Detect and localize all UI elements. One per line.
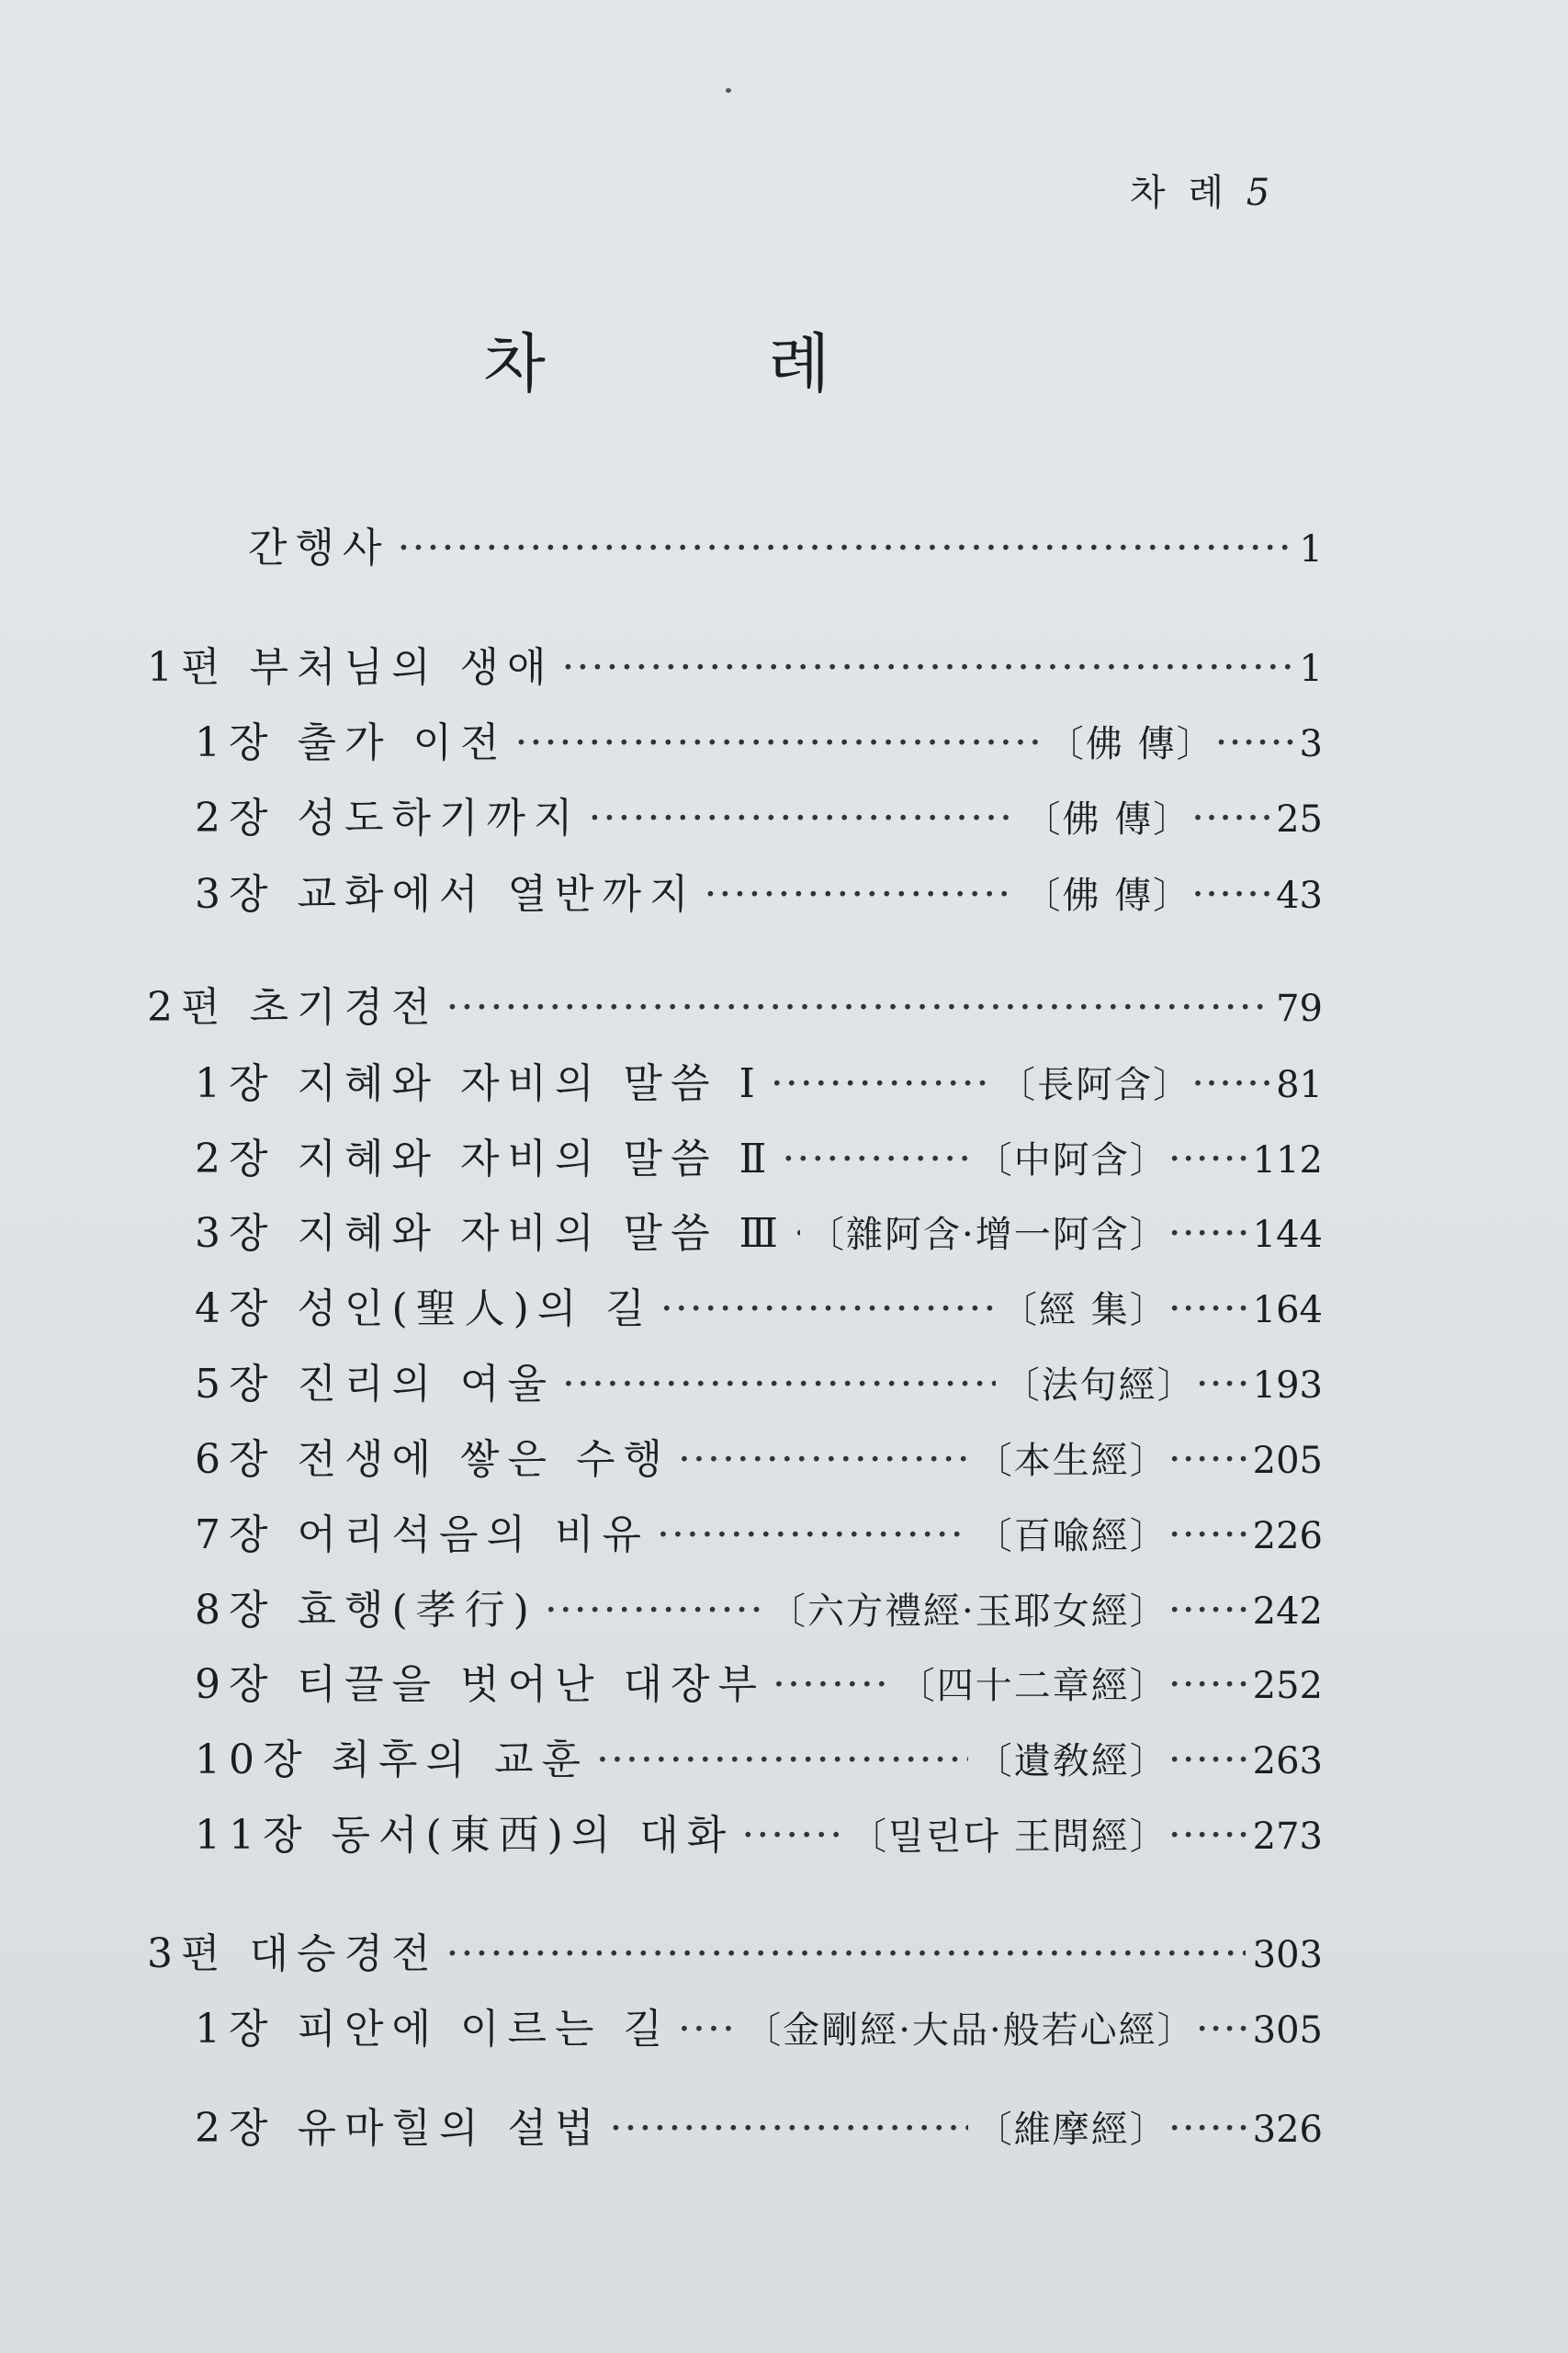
page-title: 차 례 bbox=[483, 326, 931, 402]
source-text: 〔法句經〕 bbox=[1002, 1364, 1196, 1407]
leader-dots bbox=[678, 2006, 737, 2053]
leader-dots bbox=[657, 1511, 968, 1558]
leader-dots bbox=[678, 1436, 968, 1483]
leader-dots bbox=[562, 1361, 996, 1408]
entry-page-number: 252 bbox=[1252, 1665, 1323, 1707]
source-text: 〔中阿含〕 bbox=[975, 1139, 1168, 1182]
toc-entry-chapter[interactable]: 3장 지혜와 자비의 말씀 Ⅲ ····· 〔雜阿含·增一阿含〕 ······ 144 bbox=[195, 1200, 1323, 1259]
paper-speck bbox=[726, 88, 731, 93]
source-text: 〔長阿含〕 bbox=[998, 1064, 1192, 1106]
entry-page-number: 193 bbox=[1252, 1364, 1323, 1407]
entry-label: 4장 성인(聖人)의 길 bbox=[195, 1285, 653, 1332]
entry-label: 1편 부처님의 생애 bbox=[147, 644, 555, 691]
source-text: 〔雜阿含·增一阿含〕 bbox=[807, 1214, 1168, 1256]
leader-dots bbox=[782, 1136, 967, 1182]
leader-dots bbox=[771, 1060, 991, 1107]
source-text: 〔百喩經〕 bbox=[975, 1515, 1168, 1557]
entry-page-number: 242 bbox=[1252, 1590, 1323, 1633]
entry-label: 3편 대승경전 bbox=[147, 1930, 439, 1977]
leader-dots bbox=[773, 1661, 891, 1708]
entry-label: 3장 지혜와 자비의 말씀 Ⅲ bbox=[195, 1210, 786, 1257]
toc-entry-chapter[interactable]: 3장 교화에서 열반까지 ····· 〔佛 傳〕 ······ 43 bbox=[195, 861, 1323, 920]
leader-dots bbox=[589, 795, 1017, 842]
source-text: 〔佛 傳〕 bbox=[1023, 798, 1192, 841]
entry-label: 2장 유마힐의 설법 bbox=[195, 2105, 603, 2152]
entry-page-number: 1 bbox=[1299, 528, 1323, 571]
running-head-page-number: 5 bbox=[1246, 172, 1276, 214]
toc-entry-chapter[interactable]: 5장 진리의 여울 ····· 〔法句經〕 ···· 193 bbox=[195, 1351, 1323, 1409]
entry-label: 2장 지혜와 자비의 말씀 Ⅱ bbox=[195, 1136, 775, 1182]
running-head-title: 차 례 bbox=[1130, 172, 1229, 214]
source-text: 〔佛 傳〕 bbox=[1023, 875, 1192, 917]
leader-dots bbox=[515, 719, 1040, 766]
leader-dots bbox=[741, 1812, 842, 1859]
toc-entry-chapter[interactable]: 2장 성도하기까지 ····· 〔佛 傳〕 ······ 25 bbox=[195, 785, 1323, 843]
toc-entry-chapter[interactable]: 8장 효행(孝行) ····· 〔六方禮經·玉耶女經〕 ······ 242 bbox=[195, 1577, 1323, 1635]
leader-dots bbox=[794, 1210, 800, 1257]
entry-page-number: 1 bbox=[1299, 648, 1323, 690]
source-text: 〔經 集〕 bbox=[1000, 1289, 1168, 1331]
entry-label: 6장 전생에 쌓은 수행 bbox=[195, 1436, 671, 1483]
leader-dots bbox=[446, 1930, 1246, 1977]
entry-label: 3장 교화에서 열반까지 bbox=[195, 871, 697, 918]
entry-label: 5장 진리의 여울 bbox=[195, 1361, 555, 1408]
toc-entry-preface[interactable] bbox=[248, 515, 1323, 573]
leader-dots bbox=[596, 1736, 968, 1783]
entry-page-number: 273 bbox=[1252, 1816, 1323, 1858]
entry-page-number: 305 bbox=[1252, 2009, 1323, 2052]
entry-page-number: 144 bbox=[1252, 1214, 1323, 1256]
leader-dots bbox=[660, 1285, 993, 1332]
toc-entry-part[interactable] bbox=[147, 1920, 1323, 1979]
entry-label: 2장 성도하기까지 bbox=[195, 795, 581, 842]
entry-label: 9장 티끌을 벗어난 대장부 bbox=[195, 1661, 765, 1708]
entry-page-number: 112 bbox=[1252, 1139, 1323, 1182]
toc-entry-chapter[interactable]: 10장 최후의 교훈 ····· 〔遺敎經〕 ······ 263 bbox=[195, 1726, 1323, 1785]
leader-dots bbox=[562, 644, 1292, 691]
leader-dots bbox=[705, 871, 1017, 918]
toc-entry-chapter[interactable]: 1장 지혜와 자비의 말씀 Ⅰ ····· 〔長阿含〕 ······ 81 bbox=[195, 1050, 1323, 1109]
entry-label: 2편 초기경전 bbox=[147, 984, 439, 1031]
entry-label: 10장 최후의 교훈 bbox=[195, 1736, 589, 1783]
source-text: 〔金剛經·大品·般若心經〕 bbox=[744, 2009, 1196, 2052]
toc-entry-chapter[interactable]: 4장 성인(聖人)의 길 ····· 〔經 集〕 ······ 164 bbox=[195, 1275, 1323, 1334]
entry-label: 1장 피안에 이르는 길 bbox=[195, 2006, 671, 2053]
source-text: 〔維摩經〕 bbox=[975, 2109, 1168, 2151]
entry-label: 1장 출가 이전 bbox=[195, 719, 508, 766]
entry-page-number: 79 bbox=[1276, 988, 1323, 1030]
entry-page-number: 81 bbox=[1276, 1064, 1323, 1106]
leader-dots bbox=[545, 1587, 761, 1634]
toc-entry-chapter[interactable]: 1장 피안에 이르는 길 ····· 〔金剛經·大品·般若心經〕 ···· 305 bbox=[195, 1996, 1323, 2054]
entry-page-number: 205 bbox=[1252, 1440, 1323, 1482]
running-head bbox=[1130, 164, 1275, 216]
toc-entry-chapter[interactable]: 1장 출가 이전 ····· 〔佛 傳〕 ······ 3 bbox=[195, 709, 1323, 768]
entry-page-number: 263 bbox=[1252, 1740, 1323, 1782]
source-text: 〔遺敎經〕 bbox=[975, 1740, 1168, 1782]
toc-entry-chapter[interactable]: 9장 티끌을 벗어난 대장부 ····· 〔四十二章經〕 ······ 252 bbox=[195, 1651, 1323, 1710]
entry-label: 8장 효행(孝行) bbox=[195, 1587, 537, 1634]
leader-dots bbox=[610, 2105, 968, 2152]
leader-dots bbox=[398, 525, 1292, 571]
toc-entry-part[interactable] bbox=[147, 974, 1323, 1033]
toc-entry-chapter[interactable]: 7장 어리석음의 비유 ····· 〔百喩經〕 ······ 226 bbox=[195, 1501, 1323, 1560]
source-text: 〔四十二章經〕 bbox=[897, 1665, 1168, 1707]
entry-page-number: 303 bbox=[1252, 1934, 1323, 1976]
entry-page-number: 326 bbox=[1252, 2109, 1323, 2151]
source-text: 〔밀린다 王問經〕 bbox=[850, 1816, 1168, 1858]
entry-page-number: 226 bbox=[1252, 1515, 1323, 1557]
entry-page-number: 164 bbox=[1252, 1289, 1323, 1331]
toc-entry-chapter[interactable]: 6장 전생에 쌓은 수행 ····· 〔本生經〕 ······ 205 bbox=[195, 1426, 1323, 1485]
entry-page-number: 43 bbox=[1276, 875, 1323, 917]
source-text: 〔佛 傳〕 bbox=[1046, 723, 1215, 765]
toc-entry-chapter[interactable]: 11장 동서(東西)의 대화 ····· 〔밀린다 王問經〕 ······ 273 bbox=[195, 1802, 1323, 1861]
entry-label: 11장 동서(東西)의 대화 bbox=[195, 1812, 735, 1859]
toc-entry-chapter[interactable]: 2장 유마힐의 설법 ····· 〔維摩經〕 ······ 326 bbox=[195, 2095, 1323, 2154]
leader-dots bbox=[446, 984, 1269, 1031]
entry-label: 간행사 bbox=[248, 525, 390, 571]
toc-entry-part[interactable] bbox=[147, 634, 1323, 693]
entry-label: 1장 지혜와 자비의 말씀 Ⅰ bbox=[195, 1060, 763, 1107]
toc-entry-chapter[interactable]: 2장 지혜와 자비의 말씀 Ⅱ ····· 〔中阿含〕 ······ 112 bbox=[195, 1126, 1323, 1184]
entry-page-number: 25 bbox=[1276, 798, 1323, 841]
source-text: 〔六方禮經·玉耶女經〕 bbox=[769, 1590, 1168, 1633]
source-text: 〔本生經〕 bbox=[975, 1440, 1168, 1482]
entry-page-number: 3 bbox=[1299, 723, 1323, 765]
entry-label: 7장 어리석음의 비유 bbox=[195, 1511, 649, 1558]
